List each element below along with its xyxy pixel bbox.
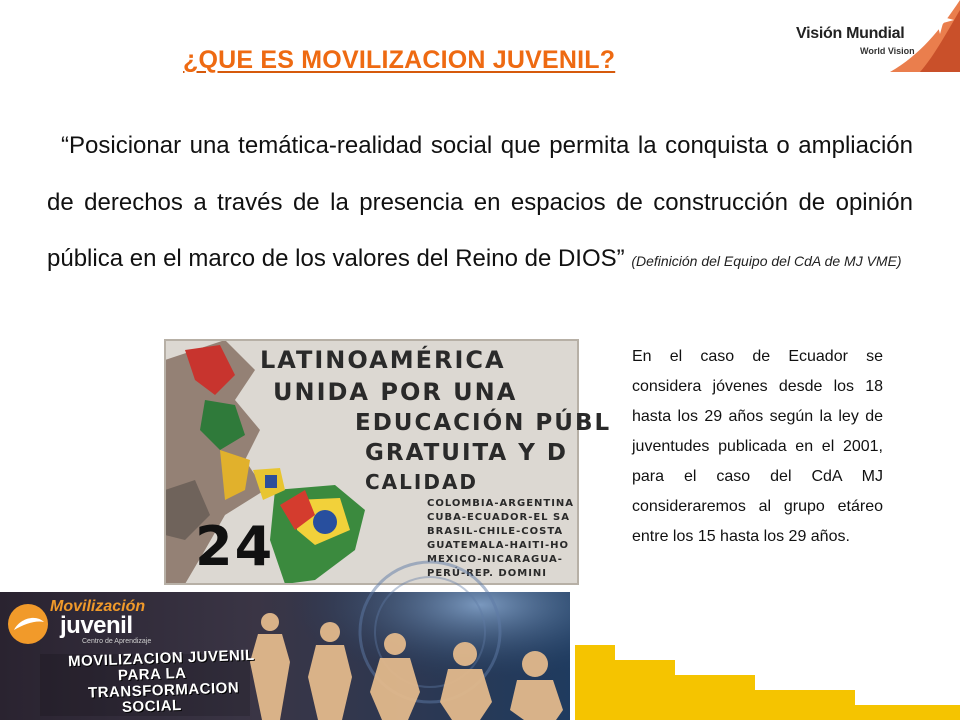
banner-logo-title: Movilización [50,598,146,615]
poster-country-6: PERÚ-REP. DOMINI [427,568,547,579]
poster-country-3: BRASIL-CHILE-COSTA [427,526,564,537]
movilizacion-logo-icon [8,604,48,644]
poster-country-5: MEXICO-NICARAGUA- [427,554,563,565]
poster-line-1: LATINOAMÉRICA [260,346,506,374]
poster-line-4: GRATUITA Y D [365,440,568,466]
poster-country-2: CUBA-ECUADOR-EL SA [427,512,570,523]
quote-citation: (Definición del Equipo del CdA de MJ VME) [631,253,902,269]
poster-line-2: UNIDA POR UNA [273,378,518,406]
poster-line-3: EDUCACIÓN PÚBL [355,410,612,436]
banner-slogan-line-4: SOCIAL [121,696,182,717]
poster-line-5: CALIDAD [365,470,479,494]
banner-slogan-line-3: TRANSFORMACION [87,679,240,702]
banner-slogan-line-1: MOVILIZACION JUVENIL [67,646,255,671]
age-range-paragraph: En el caso de Ecuador se considera jóvenes desde los 18 hasta los 29 años según la ley de juventudes publicada en el 2001, para el caso del CdA MJ consideraremos al grupo etáreo entre los 15 hasta los 29 años. [632,348,883,545]
poster-country-4: GUATEMALA-HAITI-HO [427,540,569,551]
banner-logo-name: juvenil [60,612,133,639]
quote-text: Posicionar una temática-realidad social que permita la conquista o ampliación de derechos a través de la presencia en espacios de construcción de opinión pública en el marco de los valores del Reino de DIOS [47,132,913,272]
logo-brand-text: Visión Mundial [796,25,905,42]
movilizacion-juvenil-banner [0,592,570,720]
logo-sub-text: World Vision [860,46,915,56]
quote-close-mark: ” [616,245,625,272]
banner-slogan-line-2: PARA LA [117,664,187,685]
quote-open-mark: “ [61,132,69,159]
poster-country-1: COLOMBIA-ARGENTINA [427,498,575,509]
yellow-steps-decoration [570,0,960,720]
poster-number: 24 [195,515,275,578]
banner-logo-sub: Centro de Aprendizaje [82,638,152,645]
poster-photo [165,340,612,584]
slide-title: ¿QUE ES MOVILIZACION JUVENIL? [183,46,616,74]
